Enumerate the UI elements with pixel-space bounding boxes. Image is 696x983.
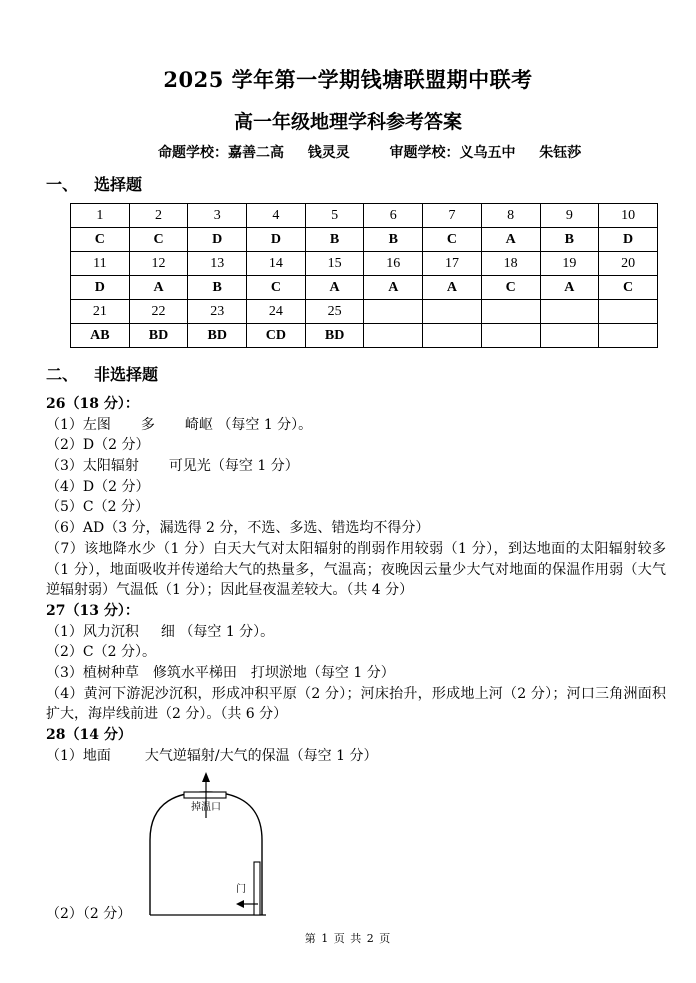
q26-answer-4: （4）D（2 分） [46,478,150,495]
reviewer-label: 审题学校：义乌五中 [389,145,516,161]
q27-3a: （3）植树种草 [46,664,139,681]
question-number-cell: 5 [305,204,364,228]
q27-answer-3 [46,663,666,684]
answer-cell: C [129,228,188,252]
section-heading-nonchoice [46,362,158,385]
question-number-row [71,204,658,228]
answer-cell [423,324,482,348]
question-number-cell: 14 [247,252,306,276]
answer-cell: D [188,228,247,252]
question-number-cell: 1 [71,204,130,228]
q26-answer-7: （7）该地降水少（1 分）白天大气对太阳辐射的削弱作用较弱（1 分），到达地面的太阳辐射较多（1 分），地面吸收并传递给大气的热量多，气温高；夜晚因云量少大气对地面的保温作用弱（大气逆辐射弱）气温低（1 分）；因此昼夜温差较大。（共 4 分） [46,540,666,599]
answer-cell: C [599,276,658,300]
question-number-cell: 11 [71,252,130,276]
reviewer-name: 朱钰莎 [539,145,582,161]
vent-box [184,792,226,798]
q27-3c: 打坝淤地（每空 1 分） [250,664,395,681]
vent-arrow-head-icon [202,772,210,782]
question-number-cell: 15 [305,252,364,276]
q27-answer-2: （2）C（2 分）。 [46,644,156,661]
answer-letter-row [71,276,658,300]
question-number-cell [481,300,540,324]
q26-1a: （1）左图 [46,416,111,433]
answer-cell: C [247,276,306,300]
section-number: 一、 [46,175,79,194]
answer-cell: BD [129,324,188,348]
answer-cell: A [481,228,540,252]
answer-cell: A [364,276,423,300]
door-label: 门 [236,884,246,895]
question-number-cell: 18 [481,252,540,276]
answer-cell [481,324,540,348]
q26-answer-3 [46,456,666,477]
answer-cell: A [305,276,364,300]
answer-cell: B [305,228,364,252]
answer-cell: BD [188,324,247,348]
question-number-cell: 3 [188,204,247,228]
answer-cell [599,324,658,348]
question-number-cell: 10 [599,204,658,228]
answer-cell: C [481,276,540,300]
answer-cell: A [423,276,482,300]
question-number-cell: 2 [129,204,188,228]
answer-cell: D [247,228,306,252]
question-number-cell: 21 [71,300,130,324]
door-arrow-head-icon [236,900,244,908]
page-subtitle: 高一年级地理学科参考答案 [233,111,462,133]
question-number-cell: 16 [364,252,423,276]
answer-cell: CD [247,324,306,348]
q26-answer-5: （5）C（2 分） [46,499,149,516]
question-number-cell: 25 [305,300,364,324]
greenhouse-diagram [140,770,290,920]
vent-label: 掉温口 [191,802,221,813]
authors-line [158,142,581,162]
question-number-cell: 20 [599,252,658,276]
q28-answer-2: （2）（2 分） [46,906,132,922]
answer-letter-row [71,324,658,348]
answer-cell [540,324,599,348]
answer-cell: A [540,276,599,300]
q28-1a: （1）地面 [46,747,111,764]
q27-1a: （1）风力沉积 [46,623,139,640]
answer-cell: BD [305,324,364,348]
question-number-cell: 13 [188,252,247,276]
q26-1b: 多 [140,416,155,433]
question-number-row [71,300,658,324]
q27-answer-4: （4）黄河下游泥沙沉积，形成冲积平原（2 分）；河床抬升，形成地上河（2 分）；河口三角洲面积扩大，海岸线前进（2 分）。（共 6 分） [46,685,666,723]
q28-1b: 大气逆辐射/大气的保温（每空 1 分） [144,747,378,764]
question-number-cell: 8 [481,204,540,228]
section-title: 非选择题 [94,365,159,384]
section-number: 二、 [46,365,79,384]
question-number-cell: 17 [423,252,482,276]
question-number-cell: 24 [247,300,306,324]
section-title: 选择题 [94,175,143,194]
question-number-cell: 7 [423,204,482,228]
q28-answer-1 [46,746,666,767]
answer-cell: AB [71,324,130,348]
q26-answer-6: （6）AD（3 分，漏选得 2 分，不选、多选、错选均不得分） [46,520,430,537]
answer-cell [364,324,423,348]
question-number-cell [423,300,482,324]
question-number-cell: 9 [540,204,599,228]
answer-cell: C [71,228,130,252]
q27-3b: 修筑水平梯田 [152,664,237,681]
answer-cell: C [423,228,482,252]
q27-answer-1 [46,622,666,643]
setter-label: 命题学校：嘉善二高 [158,145,284,161]
page-title: 2025 学年第一学期钱塘联盟期中联考 [163,67,533,92]
section-heading-choice [46,172,142,195]
answer-cell: B [188,276,247,300]
question-number-cell [599,300,658,324]
q26-answer-1 [46,415,666,436]
setter-name: 钱灵灵 [307,145,350,161]
question-number-row [71,252,658,276]
q27-1b: 细 （每空 1 分）。 [160,623,275,640]
answer-table [70,203,658,348]
question-number-cell: 23 [188,300,247,324]
q28-heading: 28（14 分） [46,727,132,744]
q26-answer-2: （2）D（2 分） [46,437,150,454]
answer-letter-row [71,228,658,252]
answer-cell: A [129,276,188,300]
answer-cell: D [71,276,130,300]
question-number-cell: 19 [540,252,599,276]
door [254,862,260,915]
answers-body [46,394,666,766]
page-footer: 第 1 页 共 2 页 [304,932,392,945]
question-number-cell: 22 [129,300,188,324]
q27-heading: 27（13 分）： [46,602,139,619]
q26-heading: 26（18 分）： [46,396,139,412]
question-number-cell: 4 [247,204,306,228]
question-number-cell: 6 [364,204,423,228]
q26-3b: 可见光（每空 1 分） [168,458,299,475]
question-number-cell: 12 [129,252,188,276]
question-number-cell [364,300,423,324]
question-number-cell [540,300,599,324]
q26-3a: （3）太阳辐射 [46,458,139,475]
answer-cell: D [599,228,658,252]
answer-cell: B [364,228,423,252]
answer-cell: B [540,228,599,252]
q26-1c: 崎岖 （每空 1 分）。 [184,416,313,433]
